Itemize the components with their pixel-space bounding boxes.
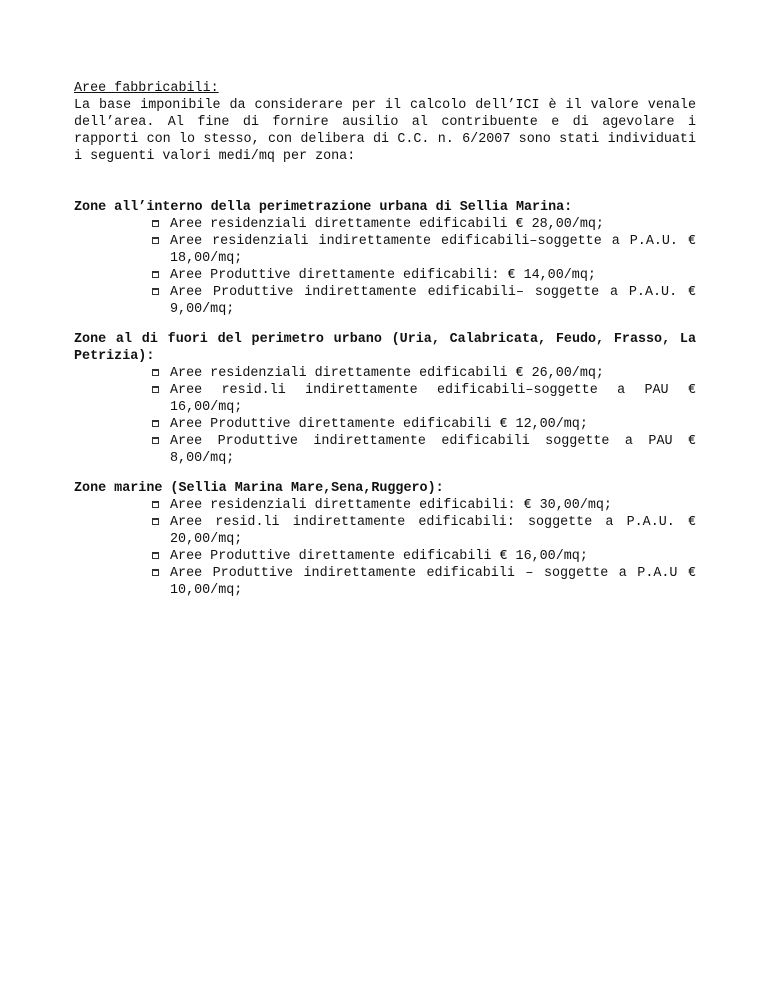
list-item: Aree Produttive indirettamente edificabili soggette a PAU € 8,00/mq; (170, 434, 696, 466)
list-item: Aree residenziali direttamente edificabili € 26,00/mq; (170, 365, 696, 382)
list-item: Aree resid.li indirettamente edificabili: soggette a P.A.U. € 20,00/mq; (170, 515, 696, 547)
list-item: Aree residenziali direttamente edificabili € 28,00/mq; (170, 216, 696, 233)
page-heading: Aree fabbricabili: (74, 81, 219, 96)
section-marine-zone (74, 480, 696, 599)
section-urban-zone (74, 199, 696, 318)
list-item: Aree Produttive indirettamente edificabili– soggette a P.A.U. € 9,00/mq; (170, 285, 696, 317)
list-item: Aree Produttive direttamente edificabili: € 14,00/mq; (170, 267, 696, 284)
list-item: Aree Produttive direttamente edificabili € 16,00/mq; (170, 548, 696, 565)
intro-paragraph: La base imponibile da considerare per il calcolo dell’ICI è il valore venale dell’area. Al fine di fornire ausilio al contribuente e di agevolare i rapporti con lo stesso, con delibera di C.C. n. 6/2007 sono stati individuati i seguenti valori medi/mq per zona: (74, 98, 696, 164)
list-item: Aree Produttive direttamente edificabili € 12,00/mq; (170, 416, 696, 433)
value-list (74, 216, 696, 318)
document-page (74, 80, 696, 599)
value-list (74, 497, 696, 599)
section-outside-urban-zone (74, 331, 696, 467)
section-title: Zone marine (Sellia Marina Mare,Sena,Ruggero): (74, 481, 444, 496)
list-item: Aree residenziali direttamente edificabili: € 30,00/mq; (170, 497, 696, 514)
section-title: Zone al di fuori del perimetro urbano (Uria, Calabricata, Feudo, Frasso, La Petrizia): (74, 332, 696, 364)
value-list (74, 365, 696, 467)
section-title: Zone all’interno della perimetrazione urbana di Sellia Marina: (74, 200, 573, 215)
list-item: Aree resid.li indirettamente edificabili–soggette a PAU € 16,00/mq; (170, 383, 696, 415)
list-item: Aree residenziali indirettamente edificabili–soggette a P.A.U. € 18,00/mq; (170, 234, 696, 266)
list-item: Aree Produttive indirettamente edificabili – soggette a P.A.U € 10,00/mq; (170, 566, 696, 598)
